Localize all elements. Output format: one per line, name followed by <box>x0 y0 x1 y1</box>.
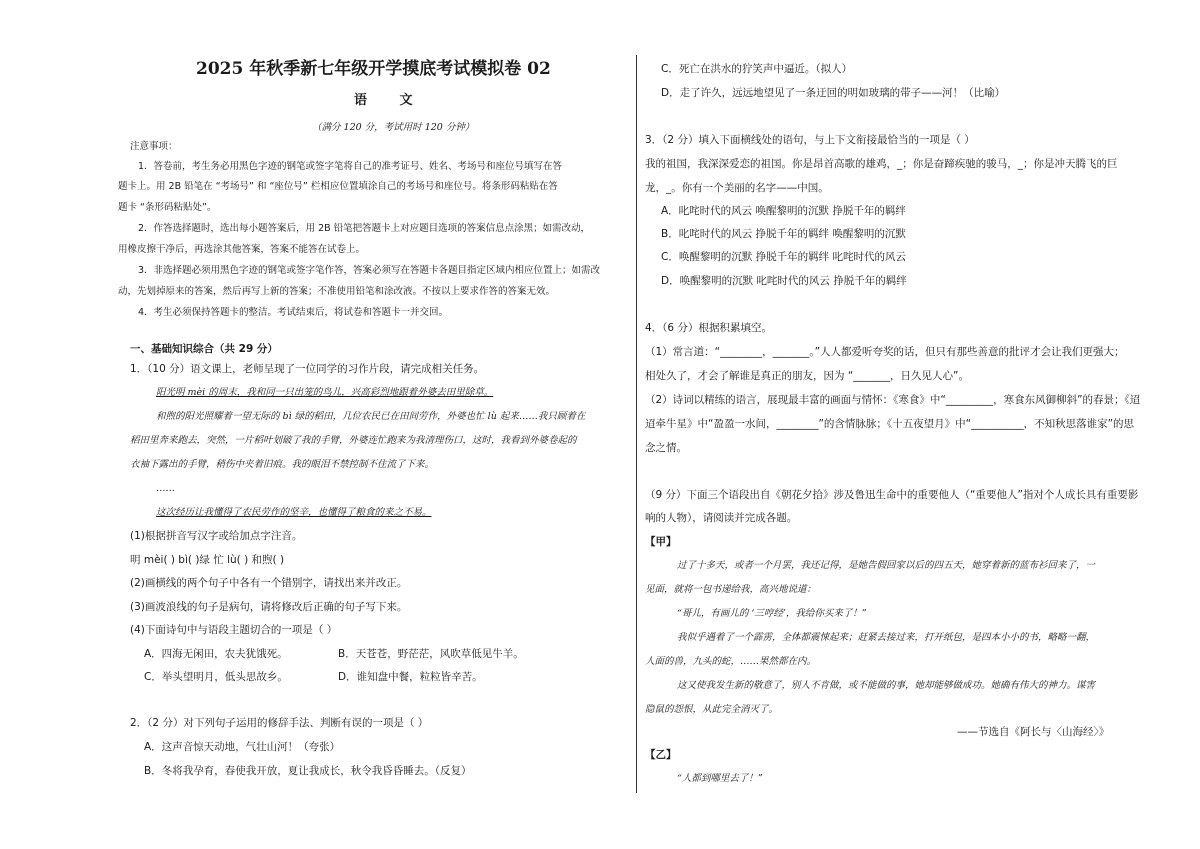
passage-line: 阳光明 mèi 的周末，我和同一只出笼的鸟儿，兴高彩烈地跟着外婆去田里除草。 <box>156 387 494 398</box>
question-4: 4．（6 分）根据积累填空。 <box>645 322 772 334</box>
q3-option-d: D．唤醒黎明的沉默 叱咤时代的风云 挣脱千年的羁绊 <box>661 275 907 287</box>
jia-line: 隐鼠的怨恨，从此完全消灭了。 <box>645 704 779 715</box>
note-line: 动，先划掉原来的答案，然后再写上新的答案；不准使用铅笔和涂改液。不按以上要求作答的答案无效。 <box>118 286 556 297</box>
passage-line: 和煦的阳光照耀着一望无际的 bì 绿的稻田，几位农民已在田间劳作，外婆也忙 lù 起来……我只顾着在 <box>156 411 586 422</box>
jia-line: “哥儿，有画儿的 ‘三哼经’，我给你买来了！” <box>677 608 867 619</box>
note-line: 3．非选择题必须用黑色字迹的钢笔或签字笔作答，答案必须写在答题卡各题目指定区域内相应位置上；如需改 <box>138 265 601 276</box>
jia-source: ——节选自《阿长与〈山海经〉》 <box>957 726 1110 738</box>
note-line: 4．考生必须保持答题卡的整洁。考试结束后，将试卷和答题卡一并交回。 <box>138 307 449 318</box>
q3-text: 龙，_。你有一个美丽的名字——中国。 <box>645 182 829 194</box>
sub-question-1: (1)根据拼音写汉字或给加点字注音。 <box>130 530 303 542</box>
sub-question-4: (4)下面诗句中与语段主题切合的一项是（ ） <box>130 624 338 636</box>
q2-option-a: A．这声音惊天动地，气壮山河！（夸张） <box>144 741 341 753</box>
notes-heading: 注意事项： <box>130 141 178 152</box>
question-2: 2．（2 分）对下列句子运用的修辞手法、判断有误的一项是（ ） <box>130 717 429 729</box>
note-line: 题卡 “条形码粘贴处”。 <box>118 202 217 213</box>
note-line: 1．答卷前，考生务必用黑色字迹的钢笔或签字笔将自己的准考证号、姓名、考场号和座位号填写在答 <box>138 161 563 172</box>
page-title: 2025 年秋季新七年级开学摸底考试模拟卷 02 <box>196 59 551 79</box>
yi-line: “人都到哪里去了！” <box>677 773 763 784</box>
jia-line: 这又使我发生新的敬意了，别人不肯做，或不能做的事，她却能够做成功。她确有伟大的神力。谋害 <box>677 680 1096 691</box>
jia-line: 见面，就将一包书递给我，高兴地说道： <box>645 584 817 595</box>
note-line: 题卡上。用 2B 铅笔在 “考场号” 和 “座位号” 栏相应位置填涂自己的考场号和座位号。将条形码粘贴在答 <box>118 181 558 192</box>
q4-line: 迢牵牛星》中“盈盈一水间，________”的含情脉脉；《十五夜望月》中“__________，不知秋思落谁家”的思 <box>645 418 1135 430</box>
question-5: （9 分）下面三个语段出自《朝花夕拾》涉及鲁迅生命中的重要他人（“重要他人”指对个人成长具有重要影 <box>645 489 1139 501</box>
option-a: A．四海无闲田，农夫犹饿死。 <box>144 648 288 660</box>
option-b: B．天苍苍，野茫茫，风吹草低见牛羊。 <box>338 648 524 660</box>
note-line: 用橡皮擦干净后，再选涂其他答案，答案不能答在试卷上。 <box>118 244 366 255</box>
passage-line: 这次经历让我懂得了农民劳作的坚辛，也懂得了粮食的来之不易。 <box>156 507 432 518</box>
jia-line: 人面的兽，九头的蛇，……果然都在内。 <box>645 656 817 667</box>
q4-line: 念之情。 <box>645 442 687 454</box>
q2-option-c: C．死亡在洪水的狞笑声中逼近。（拟人） <box>661 63 853 75</box>
passage-label-yi: 【乙】 <box>645 749 677 761</box>
jia-line: 过了十多天，或者一个月罢，我还记得，是她告假回家以后的四五天，她穿着新的蓝布衫回来了，一 <box>677 560 1096 571</box>
q4-line: （2）诗词以精练的语言，展现最丰富的画面与情怀：《寒食》中“_________，寒食东风御柳斜”的春景；《迢 <box>645 394 1141 406</box>
q3-text: 我的祖国，我深深爱恋的祖国。你是昂首高歌的雄鸡，_；你是奋蹄疾驰的骏马，_；你是冲天腾飞的巨 <box>645 158 1118 170</box>
pinyin-blanks: 明 mèi( ) bì( )绿 忙 lù( ) 和煦( ) <box>130 554 285 566</box>
q3-option-b: B．叱咤时代的风云 挣脱千年的羁绊 唤醒黎明的沉默 <box>661 228 906 240</box>
q2-option-b: B．冬将我孕育，春使我开放，夏让我成长，秋令我昏昏睡去。（反复） <box>144 765 472 777</box>
passage-label-jia: 【甲】 <box>645 536 677 548</box>
question-1-intro: 1．（10 分）语文课上，老师呈现了一位同学的习作片段，请完成相关任务。 <box>130 363 485 375</box>
question-5: 响的人物），请阅读并完成各题。 <box>645 512 798 524</box>
sub-question-3: (3)画波浪线的句子是病句，请将修改后正确的句子写下来。 <box>130 601 408 613</box>
q4-line: （1）常言道：“________，_______。”人人都爱听夸奖的话，但只有那些善意的批评才会让我们更强大； <box>645 346 1125 358</box>
q2-option-d: D．走了许久，远远地望见了一条迂回的明如玻璃的带子——河！（比喻） <box>661 87 1006 99</box>
question-3: 3．（2 分）填入下面横线处的语句，与上下文衔接最恰当的一项是（ ） <box>645 134 975 146</box>
option-c: C．举头望明月，低头思故乡。 <box>144 671 288 683</box>
q4-line: 相处久了，才会了解谁是真正的朋友，因为 “_______，日久见人心”。 <box>645 370 969 382</box>
column-divider <box>636 55 637 793</box>
section-heading: 一、基础知识综合（共 29 分） <box>130 343 278 355</box>
option-d: D．谁知盘中餐，粒粒皆辛苦。 <box>338 671 483 683</box>
sub-question-2: (2)画横线的两个句子中各有一个错别字，请找出来并改正。 <box>130 577 408 589</box>
q3-option-c: C．唤醒黎明的沉默 挣脱千年的羁绊 叱咤时代的风云 <box>661 251 907 263</box>
score-note: （满分 120 分，考试用时 120 分钟） <box>312 122 475 133</box>
jia-line: 我似乎遇着了一个霹雳，全体都震悚起来；赶紧去接过来，打开纸包，是四本小小的书，略略一翻， <box>677 632 1096 643</box>
q3-option-a: A．叱咤时代的风云 唤醒黎明的沉默 挣脱千年的羁绊 <box>661 205 906 217</box>
note-line: 2．作答选择题时，选出每小题答案后，用 2B 铅笔把答题卡上对应题目选项的答案信息点涂黑；如需改动， <box>138 223 591 234</box>
passage-line: 衣袖下露出的手臂，稍伤中夹着旧痕。我的眼泪不禁控制不住流了下来。 <box>130 459 435 470</box>
passage-line: 稻田里奔来跑去，突然，一片稻叶划破了我的手臂，外婆连忙跑来为我清理伤口，这时，我看到外婆卷起的 <box>130 435 577 446</box>
subject-title: 语 文 <box>354 93 427 108</box>
passage-ellipsis: …… <box>156 483 175 494</box>
